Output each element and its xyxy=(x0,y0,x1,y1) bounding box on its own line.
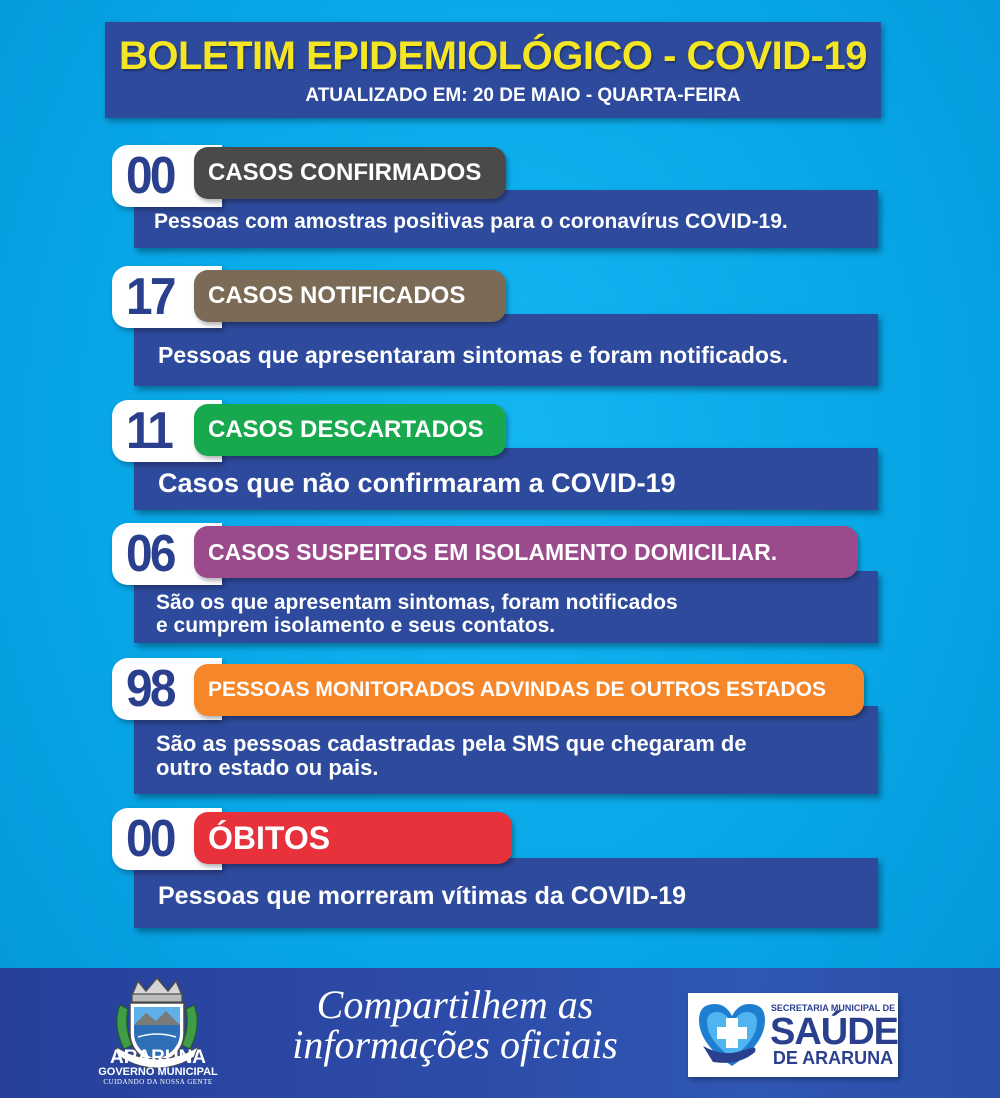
update-date: ATUALIZADO EM: 20 DE MAIO - QUARTA-FEIRA xyxy=(305,85,741,106)
stat-label: CASOS NOTIFICADOS xyxy=(194,270,506,322)
slogan-line1: Compartilhem as xyxy=(316,982,594,1027)
stat-label: CASOS DESCARTADOS xyxy=(194,404,506,456)
stat-label: CASOS SUSPEITOS EM ISOLAMENTO DOMICILIAR. xyxy=(194,526,858,578)
stat-number: 98 xyxy=(126,660,174,718)
saude-logo-line3: DE ARARUNA xyxy=(772,1048,894,1068)
stat-number: 00 xyxy=(126,147,174,205)
stat-description-box xyxy=(134,448,878,510)
stat-description: Pessoas que morreram vítimas da COVID-19 xyxy=(158,882,687,910)
stat-number: 06 xyxy=(126,525,174,583)
stat-description: Pessoas com amostras positivas para o coronavírus COVID-19. xyxy=(154,210,788,233)
stat-number: 11 xyxy=(126,402,172,460)
stat-description-line1: São os que apresentam sintomas, foram notificados xyxy=(156,591,678,614)
slogan-line2: informações oficiais xyxy=(292,1022,618,1067)
stat-description: Casos que não confirmaram a COVID-19 xyxy=(158,468,676,498)
stat-description: Pessoas que apresentaram sintomas e foram notificados. xyxy=(158,342,789,368)
stat-description-line2: outro estado ou pais. xyxy=(156,755,379,780)
stat-description-box xyxy=(134,706,878,794)
stat-description-line2: e cumprem isolamento e seus contatos. xyxy=(156,614,556,637)
saude-logo-line2: SAÚDE xyxy=(770,1011,899,1053)
bulletin-title: BOLETIM EPIDEMIOLÓGICO - COVID-19 xyxy=(119,34,867,78)
heart-hand-icon xyxy=(693,996,771,1074)
header-panel xyxy=(105,22,881,118)
stat-number: 17 xyxy=(126,268,174,326)
footer-slogan xyxy=(270,982,640,1067)
stat-description-box xyxy=(134,858,878,928)
stat-label: ÓBITOS xyxy=(194,812,512,864)
stat-number: 00 xyxy=(126,810,174,868)
stat-label: CASOS CONFIRMADOS xyxy=(194,147,506,199)
araruna-logo-tagline: CUIDANDO DA NOSSA GENTE xyxy=(103,1078,213,1086)
araruna-logo-name: ARARUNA xyxy=(109,1047,207,1068)
stat-description-line1: São as pessoas cadastradas pela SMS que chegaram de xyxy=(156,731,747,756)
saude-logo-line1: SECRETARIA MUNICIPAL DE xyxy=(770,1003,896,1013)
stat-description-box xyxy=(134,571,878,643)
stat-description-box xyxy=(134,314,878,386)
stat-label: PESSOAS MONITORADOS ADVINDAS DE OUTROS ESTADOS xyxy=(194,664,864,716)
araruna-logo-subtitle: GOVERNO MUNICIPAL xyxy=(98,1066,218,1078)
